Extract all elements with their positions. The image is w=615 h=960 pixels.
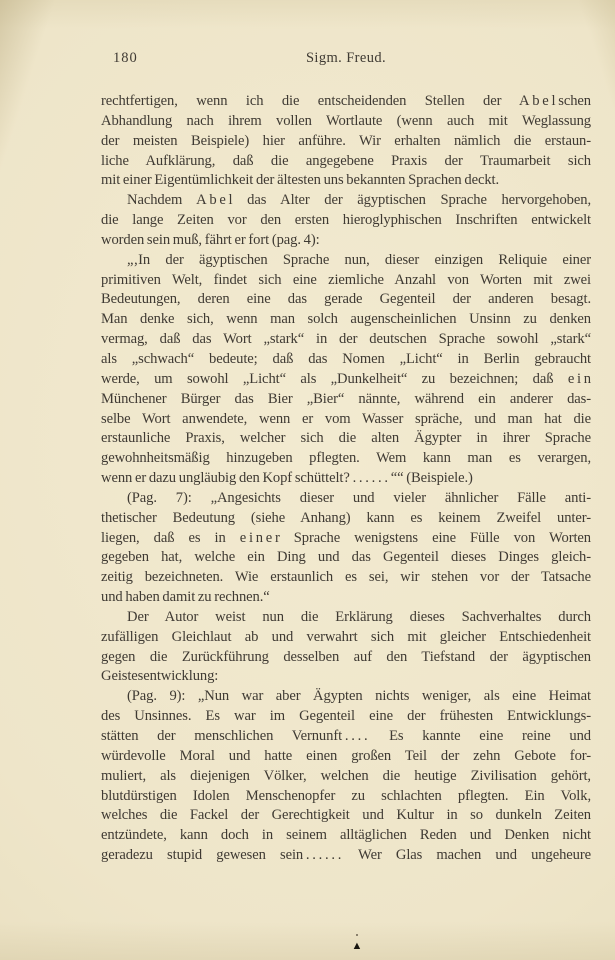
text-line: gegeben hat, welche ein Ding und das Gegenteil dieses Dinges gleich- (101, 549, 591, 566)
text-line: liche Aufklärung, daß die angegebene Praxis der Traumarbeit sich (101, 152, 591, 169)
text-line: und haben damit zu rechnen.“ (101, 589, 270, 606)
text-line: mit einer Eigentümlichkeit der ältesten uns bekannten Sprachen deckt. (101, 172, 500, 189)
text-line: zeitig bezeichneten. Wie erstaunlich es sei, wir stehen vor der Tatsache (101, 569, 591, 586)
text-line: geradezu stupid gewesen sein . . . . . . Wer Glas machen und ungeheure (101, 847, 591, 864)
text-line: als „schwach“ bedeute; daß das Nomen „Licht“ in Berlin gebraucht (101, 350, 591, 367)
text-line: vermag, daß das Wort „stark“ in der deutschen Sprache sowohl „stark“ (101, 331, 591, 348)
text-line: Der Autor weist nun die Erklärung dieses Sachverhaltes durch (127, 608, 591, 625)
text-line: Bedeutungen, deren eine das gerade Gegenteil der anderen besagt. (101, 291, 591, 308)
text-line: zufälligen Gleichlaut ab und verwahrt sich mit gleicher Entschiedenheit (101, 628, 591, 645)
text-line: blutdürstigen Idolen Menschenopfer zu schlachten pflegten. Ein Volk, (101, 787, 591, 804)
text-line: primitiven Welt, findet sich eine ziemliche Anzahl von Worten mit zwei (101, 271, 591, 288)
text-line: Geistesentwicklung: (101, 668, 219, 685)
text-line: selbe Wort anwendete, wenn er vom Wasser spräche, und man hat die (101, 410, 591, 427)
text-line: würdevolle Moral und hatte einen großen Teil der zehn Gebote for- (101, 747, 591, 764)
text-line: rechtfertigen, wenn ich die entscheidenden Stellen der A b e l schen (101, 93, 591, 109)
text-line: thetischer Bedeutung (siehe Anhang) kann es keinem Zweifel unter- (101, 509, 591, 526)
text-block (101, 92, 591, 866)
text-line: wenn er dazu ungläubig den Kopf schüttelt? . . . . . . ““ (Beispiele.) (101, 470, 473, 487)
text-line: die lange Zeiten vor den ersten hieroglyphischen Inschriften entwickelt (101, 212, 591, 229)
text-line: entzündete, kann doch in seinem alltäglichen Reden und Denken nicht (101, 827, 591, 844)
text-line: werde, um sowohl „Licht“ als „Dunkelheit“ zu bezeichnen; daß e i n (101, 370, 591, 387)
text-line: (Pag. 7): „Angesichts dieser und vieler ähnlicher Fälle anti- (127, 489, 591, 506)
text-line: worden sein muß, fährt er fort (pag. 4): (101, 231, 320, 248)
text-line: des Unsinnes. Es war im Gegenteil eine der frühesten Entwicklungs- (101, 708, 591, 725)
text-line: der meisten Beispiele) hier anführe. Wir erhalten nämlich die erstaun- (101, 132, 591, 149)
text-line: muliert, als diejenigen Völker, welchen die heutige Zivilisation gehört, (101, 767, 591, 784)
text-line: Münchener Bürger das Bier „Bier“ nännte, während ein anderer das- (101, 390, 591, 407)
text-line: welches die Fackel der Gerechtigkeit und Kultur in so dunkeln Zeiten (101, 807, 591, 824)
text-line: stätten der menschlichen Vernunft . . . . Es kannte eine reine und (101, 728, 591, 744)
running-head: Sigm. Freud. (305, 50, 387, 66)
page-header (101, 49, 591, 69)
text-line: erstaunliche Praxis, welcher sich die alten Ägypter in ihrer Sprache (101, 430, 591, 447)
text-line: liegen, daß es in e i n e r Sprache wenigstens eine Fülle von Worten (101, 529, 591, 546)
text-line: Man denke sich, wenn man solch augenscheinlichen Unsinn zu denken (101, 311, 591, 328)
printers-mark-icon: ▲ (348, 938, 366, 954)
text-line: (Pag. 9): „Nun war aber Ägypten nichts weniger, als eine Heimat (127, 688, 591, 705)
text-line: „‚In der ägyptischen Sprache nun, dieser einzigen Reliquie einer (127, 251, 591, 268)
text-line: gegen die Zurückführung desselben auf den Tiefstand der ägyptischen (101, 648, 591, 665)
text-line: gewohnheitsmäßig hinzugeben pflegten. Wem kann man es verargen, (101, 450, 591, 467)
text-line: Abhandlung nach ihrem vollen Wortlaute (wenn auch mit Weglassung (101, 112, 591, 129)
text-line: Nachdem A b e l das Alter der ägyptischen Sprache hervorgehoben, (127, 192, 591, 209)
page-number: 180 (113, 50, 138, 66)
